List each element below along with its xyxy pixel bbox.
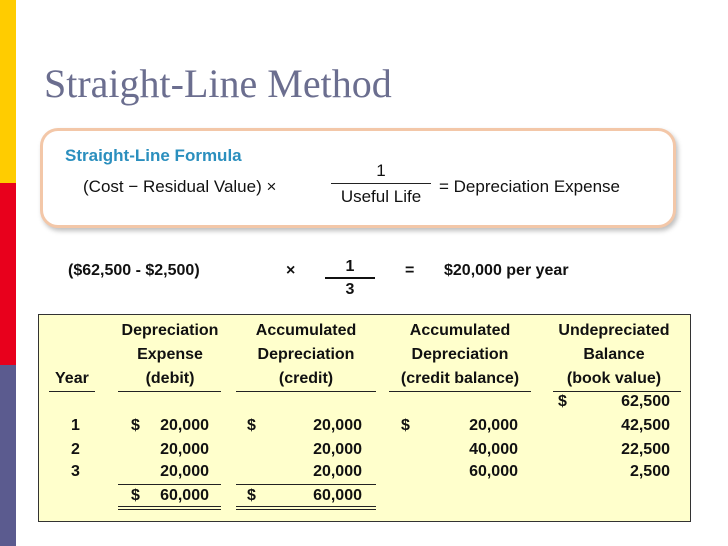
double-line-credit: [236, 506, 376, 510]
row-2-book: 22,500: [621, 441, 670, 458]
header-acc-dep-balance-2: Depreciation: [411, 346, 509, 363]
total-line-credit: [236, 484, 376, 485]
formula-title: Straight-Line Formula: [65, 146, 242, 165]
header-acc-dep-balance-3: (credit balance): [400, 370, 520, 387]
formula-right-term: = Depreciation Expense: [439, 177, 620, 196]
header-undepreciated-3: (book value): [566, 370, 662, 387]
header-underline-book: [553, 391, 681, 392]
sidebar-stripe-red: [0, 183, 16, 365]
row-2-balance: 40,000: [469, 441, 518, 458]
calc-times: ×: [286, 262, 296, 279]
calc-equals: =: [405, 262, 415, 279]
calc-fraction: [325, 258, 375, 299]
slide-title: Straight-Line Method: [44, 61, 392, 106]
row-3-year: 3: [71, 463, 80, 480]
total-line-expense: [118, 484, 221, 485]
calc-numerator: 1: [325, 258, 375, 279]
row-1-credit-dollar: $: [247, 417, 256, 434]
row-2-year: 2: [71, 441, 80, 458]
total-credit-dollar: $: [247, 487, 256, 504]
row-2-credit: 20,000: [313, 441, 362, 458]
header-underline-balance: [389, 391, 531, 392]
header-acc-dep-credit-2: Depreciation: [257, 346, 355, 363]
total-expense-dollar: $: [131, 487, 140, 504]
opening-book-value: 62,500: [621, 393, 670, 410]
row-1-credit: 20,000: [313, 417, 362, 434]
header-undepreciated-2: Balance: [583, 346, 645, 363]
header-dep-expense-2: Expense: [137, 346, 203, 363]
depreciation-table: [38, 314, 691, 522]
calc-expression: ($62,500 - $2,500): [68, 262, 200, 279]
header-underline-expense: [118, 391, 221, 392]
calc-result: $20,000 per year: [444, 262, 569, 279]
formula-box: [40, 128, 676, 228]
formula-fraction: [331, 161, 431, 207]
header-dep-expense-3: (debit): [145, 370, 195, 387]
row-1-year: 1: [71, 417, 80, 434]
row-3-book: 2,500: [629, 463, 670, 480]
row-3-expense: 20,000: [160, 463, 209, 480]
double-line-expense: [118, 506, 221, 510]
header-undepreciated-1: Undepreciated: [558, 322, 670, 339]
formula-numerator: 1: [331, 161, 431, 184]
header-acc-dep-credit-3: (credit): [278, 370, 334, 387]
row-1-balance: 20,000: [469, 417, 518, 434]
header-year: Year: [55, 370, 89, 387]
header-acc-dep-credit-1: Accumulated: [255, 322, 357, 339]
header-dep-expense-1: Depreciation: [121, 322, 219, 339]
header-acc-dep-balance-1: Accumulated: [409, 322, 511, 339]
row-3-balance: 60,000: [469, 463, 518, 480]
calc-denominator: 3: [345, 281, 355, 298]
header-underline-credit: [236, 391, 376, 392]
row-1-expense-dollar: $: [131, 417, 140, 434]
total-credit: 60,000: [313, 487, 362, 504]
sidebar-stripe-purple: [0, 365, 16, 546]
header-underline-year: [49, 391, 95, 392]
sidebar-stripe-yellow: [0, 0, 16, 183]
row-2-expense: 20,000: [160, 441, 209, 458]
row-1-expense: 20,000: [160, 417, 209, 434]
opening-dollar: $: [558, 393, 567, 410]
formula-left-term: (Cost − Residual Value) ×: [83, 177, 277, 196]
row-1-book: 42,500: [621, 417, 670, 434]
formula-denominator: Useful Life: [340, 187, 422, 206]
row-1-balance-dollar: $: [401, 417, 410, 434]
row-3-credit: 20,000: [313, 463, 362, 480]
total-expense: 60,000: [160, 487, 209, 504]
